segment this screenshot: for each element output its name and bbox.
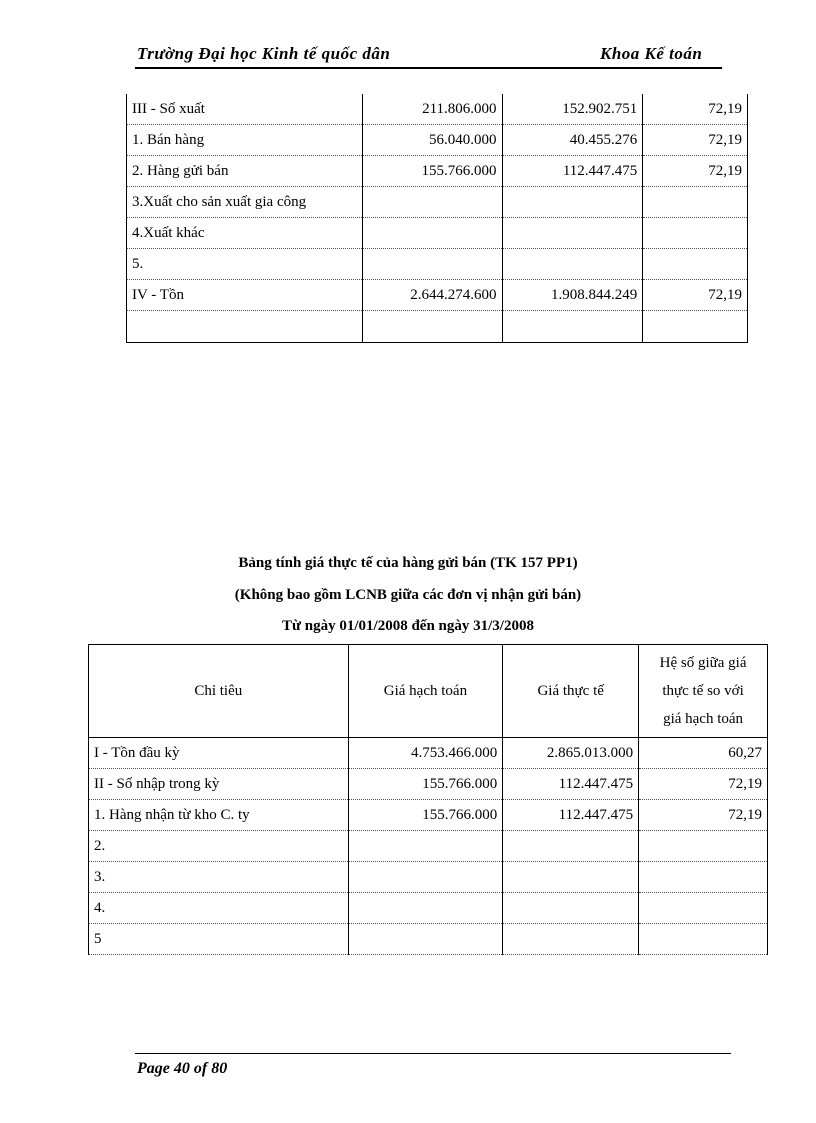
actual-price	[503, 831, 639, 862]
coefficient: 72,19	[639, 769, 768, 800]
actual-price: 40.455.276	[502, 125, 643, 156]
table-subtitle: (Không bao gồm LCNB giữa các đơn vị nhận gửi bán)	[234, 587, 582, 603]
accounting-price: 2.644.274.600	[362, 280, 502, 311]
row-label: 1. Bán hàng	[127, 125, 363, 156]
row-label: IV - Tồn	[127, 280, 363, 311]
table-row	[89, 738, 768, 769]
row-label: 2.	[89, 831, 349, 862]
accounting-price: 155.766.000	[348, 800, 503, 831]
coefficient	[639, 831, 768, 862]
accounting-price	[362, 218, 502, 249]
export-table	[126, 94, 748, 343]
accounting-price: 56.040.000	[362, 125, 502, 156]
coefficient: 72,19	[643, 94, 748, 125]
header-school: Trường Đại học Kinh tế quốc dân	[137, 44, 391, 63]
row-label: 3.Xuất cho sản xuất gia công	[127, 187, 363, 218]
header-actual-price: Giá thực tế	[503, 645, 639, 738]
coefficient: 72,19	[639, 800, 768, 831]
row-label: 3.	[89, 862, 349, 893]
actual-price: 112.447.475	[503, 800, 639, 831]
consignment-table	[88, 644, 768, 955]
coefficient	[643, 218, 748, 249]
row-label: 2. Hàng gửi bán	[127, 156, 363, 187]
accounting-price	[348, 862, 503, 893]
table-date-range: Từ ngày 01/01/2008 đến ngày 31/3/2008	[282, 618, 534, 634]
table-row	[89, 831, 768, 862]
header-coefficient-line: Hệ số giữa giá	[659, 655, 747, 671]
coefficient: 60,27	[639, 738, 768, 769]
coefficient: 72,19	[643, 156, 748, 187]
row-label: I - Tồn đầu kỳ	[89, 738, 349, 769]
page-number: Page 40 of 80	[137, 1060, 228, 1077]
table-row	[89, 769, 768, 800]
table-row	[89, 924, 768, 955]
table-row	[127, 311, 748, 343]
row-label	[127, 311, 363, 343]
actual-price	[502, 218, 643, 249]
table-row	[127, 156, 748, 187]
accounting-price: 155.766.000	[362, 156, 502, 187]
accounting-price	[362, 187, 502, 218]
actual-price: 112.447.475	[502, 156, 643, 187]
table-row	[127, 125, 748, 156]
header-coefficient-line: giá hạch toán	[663, 711, 744, 727]
actual-price	[502, 311, 643, 343]
header-rule	[135, 67, 722, 69]
table-row	[127, 280, 748, 311]
table-row	[127, 94, 748, 125]
coefficient: 72,19	[643, 280, 748, 311]
table-row	[127, 187, 748, 218]
row-label: III - Số xuất	[127, 94, 363, 125]
actual-price: 2.865.013.000	[503, 738, 639, 769]
coefficient	[639, 893, 768, 924]
actual-price	[503, 862, 639, 893]
actual-price: 152.902.751	[502, 94, 643, 125]
accounting-price	[362, 311, 502, 343]
footer-rule	[135, 1053, 731, 1054]
accounting-price	[348, 924, 503, 955]
header-indicator: Chỉ tiêu	[89, 645, 349, 738]
accounting-price	[362, 249, 502, 280]
header-faculty: Khoa Kế toán	[600, 44, 703, 63]
coefficient	[643, 187, 748, 218]
header-coefficient	[639, 645, 768, 738]
row-label: 5.	[127, 249, 363, 280]
row-label: 5	[89, 924, 349, 955]
table-row	[89, 893, 768, 924]
actual-price	[502, 249, 643, 280]
actual-price: 1.908.844.249	[502, 280, 643, 311]
actual-price	[503, 893, 639, 924]
actual-price	[503, 924, 639, 955]
row-label: II - Số nhập trong kỳ	[89, 769, 349, 800]
table-row	[89, 862, 768, 893]
table-header-row	[89, 645, 768, 738]
header-coefficient-line: thực tế so với	[662, 683, 744, 699]
coefficient	[643, 311, 748, 343]
table-row	[127, 249, 748, 280]
coefficient	[639, 924, 768, 955]
coefficient	[643, 249, 748, 280]
accounting-price: 211.806.000	[362, 94, 502, 125]
actual-price	[502, 187, 643, 218]
accounting-price	[348, 831, 503, 862]
coefficient	[639, 862, 768, 893]
accounting-price: 155.766.000	[348, 769, 503, 800]
header-accounting-price: Giá hạch toán	[348, 645, 503, 738]
table-row	[89, 800, 768, 831]
accounting-price	[348, 893, 503, 924]
row-label: 1. Hàng nhận từ kho C. ty	[89, 800, 349, 831]
coefficient: 72,19	[643, 125, 748, 156]
actual-price: 112.447.475	[503, 769, 639, 800]
accounting-price: 4.753.466.000	[348, 738, 503, 769]
table-title: Bảng tính giá thực tế của hàng gửi bán (TK 157 PP1)	[238, 555, 578, 571]
row-label: 4.	[89, 893, 349, 924]
row-label: 4.Xuất khác	[127, 218, 363, 249]
table-row	[127, 218, 748, 249]
